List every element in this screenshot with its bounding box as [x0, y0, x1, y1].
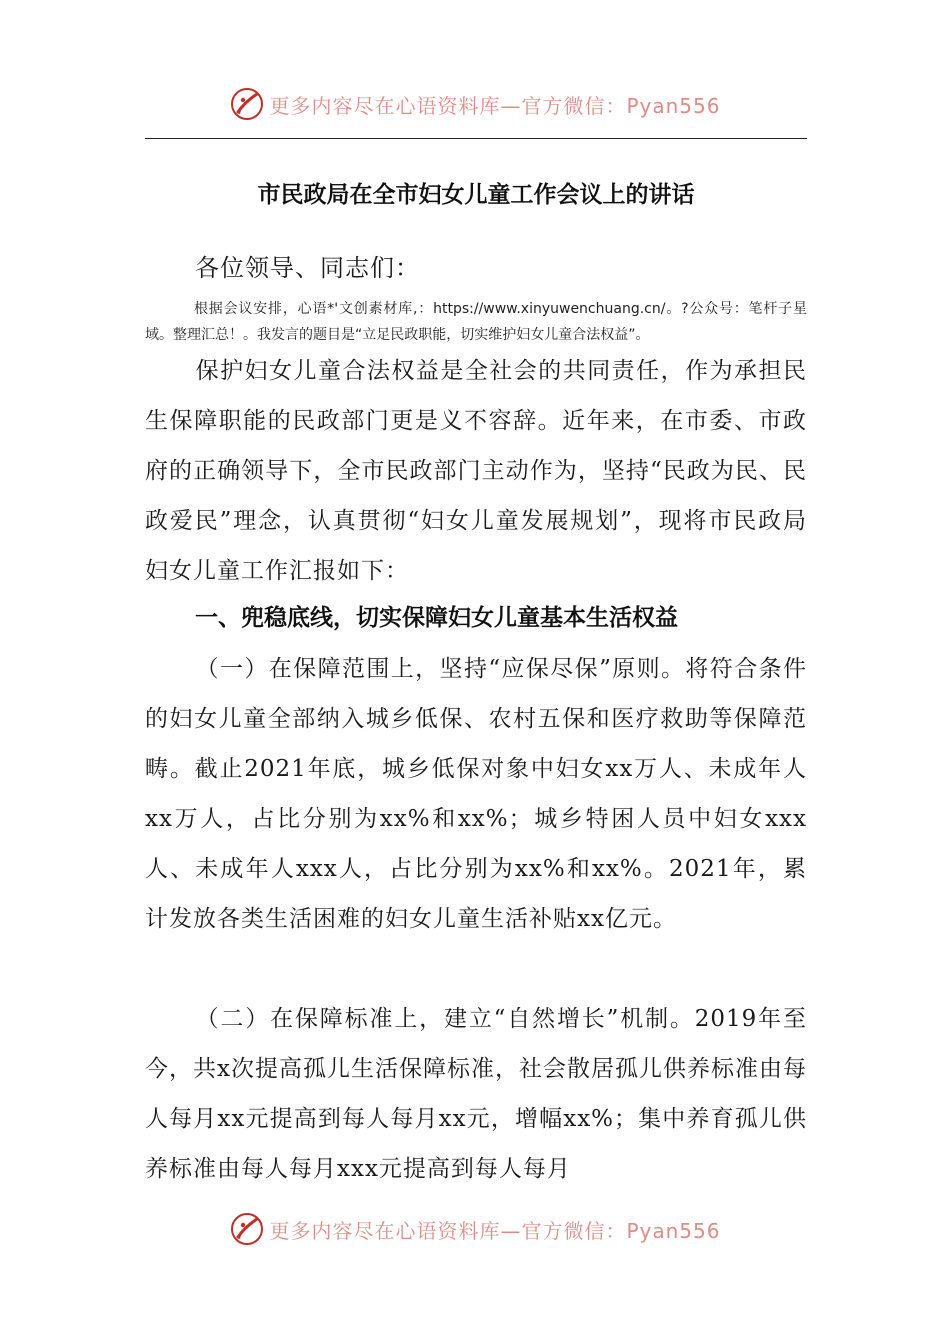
- source-note: 根据会议安排，心语*'文创素材库,：https://www.xinyuwenchuang.cn/。?公众号：笔杆子星域。整理汇总！。我发言的题目是“立足民政职能，切实维护妇女儿童合法权益”。: [145, 301, 807, 343]
- paragraph-1: （一）在保障范围上，坚持“应保尽保”原则。将符合条件的妇女儿童全部纳入城乡低保、农村五保和医疗救助等保障范畴。截止2021年底，城乡低保对象中妇女xx万人、未成年人xx万人，占比分别为xx%和xx%；城乡特困人员中妇女xxx人、未成年人xxx人，占比分别为xx%和xx%。2021年，累计发放各类生活困难的妇女儿童生活补贴xx亿元。: [145, 656, 807, 932]
- banner-text: 更多内容尽在心语资料库—官方微信：Pyan556: [269, 1218, 721, 1243]
- brush-logo-icon: [229, 86, 265, 122]
- intro-paragraph: 保护妇女儿童合法权益是全社会的共同责任，作为承担民生保障职能的民政部门更是义不容辞。近年来，在市委、市政府的正确领导下，全市民政部门主动作为，坚持“民政为民、民政爱民”理念，认真贯彻“妇女儿童发展规划”，现将市民政局妇女儿童工作汇报如下：: [145, 358, 807, 584]
- greeting: 各位领导、同志们：: [195, 254, 420, 282]
- banner-text: 更多内容尽在心语资料库—官方微信：Pyan556: [269, 93, 721, 118]
- paragraph-2: （二）在保障标准上，建立“自然增长”机制。2019年至今，共x次提高孤儿生活保障标准，社会散居孤儿供养标准由每人每月xx元提高到每人每月xx元，增幅xx%；集中养育孤儿供养标准由每人每月xxx元提高到每人每月: [145, 1006, 807, 1182]
- section-heading-1: 一、兜稳底线，切实保障妇女儿童基本生活权益: [195, 605, 678, 631]
- footer-banner: [0, 1207, 950, 1251]
- document-title: 市民政局在全市妇女儿童工作会议上的讲话: [257, 181, 695, 208]
- brush-logo-icon: [229, 1211, 265, 1247]
- header-divider: [145, 138, 807, 139]
- header-banner: [0, 82, 950, 126]
